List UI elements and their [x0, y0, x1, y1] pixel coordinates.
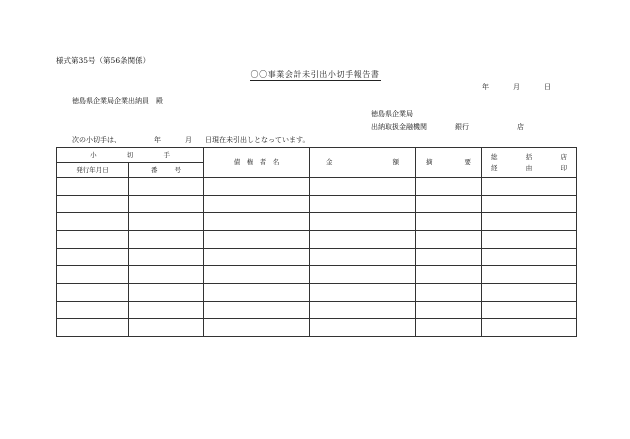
amount-cell[interactable]: [310, 178, 416, 196]
issue-date-cell[interactable]: [57, 248, 129, 266]
creditor-name-header: 債 権 者 名: [204, 148, 310, 178]
creditor-name-cell[interactable]: [204, 319, 310, 337]
issue-date-cell[interactable]: [57, 283, 129, 301]
check-header-char-1: 小: [90, 150, 97, 159]
table-row: [57, 178, 577, 196]
routing-stamp-cell[interactable]: [482, 248, 577, 266]
issue-date-cell[interactable]: [57, 195, 129, 213]
header-row-1: [57, 148, 577, 163]
check-number-header: [129, 163, 204, 178]
summary-cell[interactable]: [416, 301, 482, 319]
creditor-name-cell[interactable]: [204, 248, 310, 266]
routing-header-bottom: [482, 165, 576, 172]
summary-header-left: 摘: [426, 158, 433, 167]
check-number-cell[interactable]: [129, 319, 204, 337]
amount-cell[interactable]: [310, 301, 416, 319]
statement-lead: 次の小切手は、: [72, 136, 121, 144]
number-header-right: 号: [174, 165, 181, 174]
routing-stamp-cell[interactable]: [482, 283, 577, 301]
amount-cell[interactable]: [310, 195, 416, 213]
routing-stamp-cell[interactable]: [482, 178, 577, 196]
statement-year: 年: [154, 136, 161, 144]
routing-stamp-cell[interactable]: [482, 319, 577, 337]
summary-cell[interactable]: [416, 266, 482, 284]
summary-cell[interactable]: [416, 248, 482, 266]
routing-branch-stamp-header: [482, 148, 577, 178]
check-number-cell[interactable]: [129, 283, 204, 301]
routing-stamp-cell[interactable]: [482, 213, 577, 231]
amount-cell[interactable]: [310, 266, 416, 284]
check-header-char-2: 切: [126, 150, 134, 159]
amount-cell[interactable]: [310, 283, 416, 301]
sender-branch-label: 店: [517, 123, 524, 131]
creditor-name-cell[interactable]: [204, 283, 310, 301]
sender-bank-label: 銀行: [455, 123, 469, 131]
amount-cell[interactable]: [310, 213, 416, 231]
check-group-header: [57, 148, 204, 163]
check-number-cell[interactable]: [129, 266, 204, 284]
table-row: [57, 213, 577, 231]
summary-cell[interactable]: [416, 231, 482, 249]
routing-header-top: [482, 154, 576, 161]
sender-organization: 徳島県企業局: [371, 110, 413, 118]
date-day-label: 日: [544, 83, 551, 91]
creditor-name-cell[interactable]: [204, 195, 310, 213]
document-title: [0, 71, 630, 79]
check-header-char-3: 手: [163, 150, 170, 159]
issue-date-cell[interactable]: [57, 213, 129, 231]
issue-date-header: 発行年月日: [57, 163, 129, 178]
summary-cell[interactable]: [416, 319, 482, 337]
issue-date-cell[interactable]: [57, 231, 129, 249]
check-number-cell[interactable]: [129, 178, 204, 196]
table-row: [57, 248, 577, 266]
routing-bottom-char-3: 印: [560, 163, 567, 172]
date-year-label: 年: [482, 83, 489, 91]
summary-cell[interactable]: [416, 195, 482, 213]
table-row: [57, 319, 577, 337]
routing-bottom-char-1: 経: [491, 163, 498, 172]
routing-stamp-cell[interactable]: [482, 195, 577, 213]
amount-cell[interactable]: [310, 248, 416, 266]
check-number-cell[interactable]: [129, 248, 204, 266]
check-number-cell[interactable]: [129, 195, 204, 213]
creditor-name-cell[interactable]: [204, 178, 310, 196]
creditor-name-cell[interactable]: [204, 266, 310, 284]
statement-month: 月: [185, 136, 192, 144]
table-row: [57, 301, 577, 319]
number-header-left: 番: [151, 165, 158, 174]
routing-top-char-2: 括: [525, 153, 533, 162]
creditor-name-cell[interactable]: [204, 301, 310, 319]
check-number-cell[interactable]: [129, 231, 204, 249]
issue-date-cell[interactable]: [57, 266, 129, 284]
issue-date-cell[interactable]: [57, 319, 129, 337]
summary-cell[interactable]: [416, 213, 482, 231]
routing-stamp-cell[interactable]: [482, 266, 577, 284]
issue-date-cell[interactable]: [57, 301, 129, 319]
amount-cell[interactable]: [310, 231, 416, 249]
routing-stamp-cell[interactable]: [482, 231, 577, 249]
table-row: [57, 195, 577, 213]
statement-tail: 日現在未引出しとなっています。: [205, 136, 310, 144]
creditor-name-cell[interactable]: [204, 231, 310, 249]
table-row: [57, 231, 577, 249]
check-report-table: [56, 147, 577, 337]
sender-institution: 出納取扱金融機関: [371, 123, 427, 131]
amount-header-left: 金: [326, 158, 333, 167]
routing-top-char-3: 店: [560, 153, 567, 162]
addressee: 徳島県企業局企業出納員 殿: [72, 97, 163, 105]
creditor-name-cell[interactable]: [204, 213, 310, 231]
amount-header-right: 額: [392, 158, 399, 167]
table-row: [57, 266, 577, 284]
table-row: [57, 283, 577, 301]
routing-stamp-cell[interactable]: [482, 301, 577, 319]
document-title-text: 〇〇事業会計未引出小切手報告書: [250, 70, 380, 79]
summary-header: [416, 148, 482, 178]
routing-top-char-1: 総: [491, 153, 498, 162]
amount-header: [310, 148, 416, 178]
summary-cell[interactable]: [416, 178, 482, 196]
date-month-label: 月: [513, 83, 520, 91]
check-number-cell[interactable]: [129, 213, 204, 231]
check-number-cell[interactable]: [129, 301, 204, 319]
routing-bottom-char-2: 由: [525, 163, 533, 172]
form-number: 様式第35号（第56条関係）: [56, 56, 151, 65]
summary-cell[interactable]: [416, 283, 482, 301]
summary-header-right: 要: [464, 158, 471, 167]
issue-date-cell[interactable]: [57, 178, 129, 196]
amount-cell[interactable]: [310, 319, 416, 337]
